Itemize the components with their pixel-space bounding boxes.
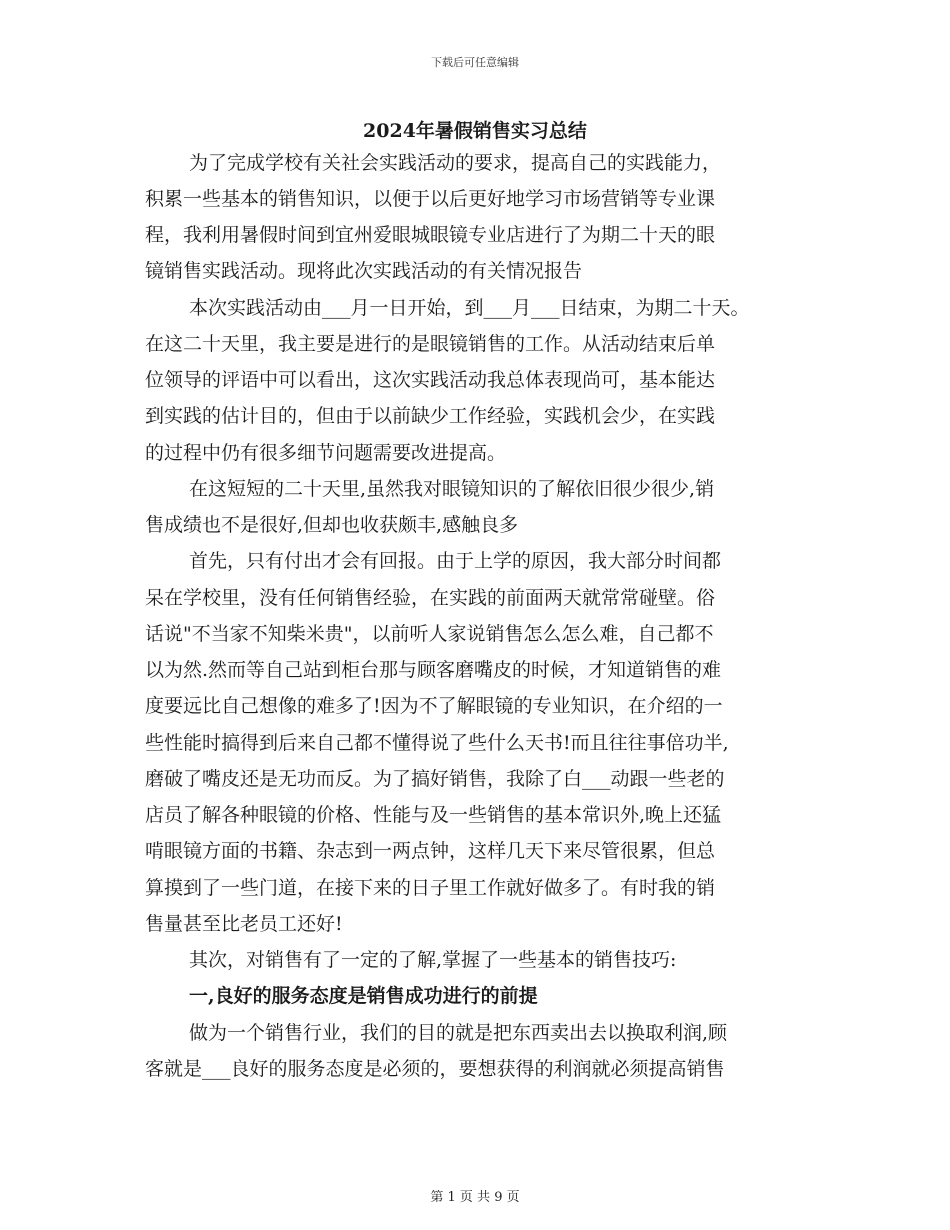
body-line: 的过程中仍有很多细节问题需要改进提高。	[145, 442, 507, 464]
body-line: 为了完成学校有关社会实践活动的要求，提高自己的实践能力，	[189, 152, 722, 174]
body-line: 客就是___良好的服务态度是必须的，要想获得的利润就必须提高销售	[145, 1058, 725, 1080]
document-title: 2024年暑假销售实习总结	[363, 120, 587, 142]
body-line: 到实践的估计目的，但由于以前缺少工作经验，实践机会少，在实践	[145, 405, 716, 427]
body-line: 程，我利用暑假时间到宜州爱眼城眼镜专业店进行了为期二十天的眼	[145, 224, 716, 246]
body-line: 算摸到了一些门道，在接下来的日子里工作就好做多了。有时我的销	[145, 877, 716, 899]
body-line: 售量甚至比老员工还好!	[145, 913, 343, 935]
body-line: 镜销售实践活动。现将此次实践活动的有关情况报告	[145, 260, 583, 282]
body-line: 啃眼镜方面的书籍、杂志到一两点钟，这样几天下来尽管很累，但总	[145, 840, 716, 862]
body-line: 做为一个销售行业，我们的目的就是把东西卖出去以换取利润,顾	[189, 1022, 728, 1044]
body-line: 位领导的评语中可以看出，这次实践活动我总体表现尚可，基本能达	[145, 369, 716, 391]
body-line: 话说"不当家不知柴米贵"，以前听人家说销售怎么怎么难，自己都不	[145, 623, 714, 645]
body-line: 积累一些基本的销售知识，以便于以后更好地学习市场营销等专业课	[145, 188, 716, 210]
body-line: 在这短短的二十天里,虽然我对眼镜知识的了解依旧很少很少,销	[189, 478, 715, 500]
body-line: 以为然.然而等自己站到柜台那与顾客磨嘴皮的时候，才知道销售的难	[145, 659, 722, 681]
body-line: 售成绩也不是很好,但却也收获颇丰,感触良多	[145, 514, 519, 536]
section-heading: 一,良好的服务态度是销售成功进行的前提	[189, 985, 538, 1007]
body-line: 呆在学校里，没有任何销售经验，在实践的前面两天就常常碰壁。俗	[145, 587, 716, 609]
body-line: 本次实践活动由___月一日开始，到___月___日结束，为期二十天。	[189, 297, 750, 319]
body-line: 在这二十天里，我主要是进行的是眼镜销售的工作。从活动结束后单	[145, 333, 716, 355]
body-line: 些性能时搞得到后来自己都不懂得说了些什么天书!而且往往事倍功半,	[145, 732, 729, 754]
body-line: 度要远比自己想像的难多了!因为不了解眼镜的专业知识，在介绍的一	[145, 695, 723, 717]
body-line: 首先，只有付出才会有回报。由于上学的原因，我大部分时间都	[189, 550, 722, 572]
body-line: 其次，对销售有了一定的了解,掌握了一些基本的销售技巧:	[189, 949, 677, 971]
body-line: 店员了解各种眼镜的价格、性能与及一些销售的基本常识外,晚上还猛	[145, 804, 722, 826]
header-note: 下载后可任意编辑	[431, 56, 519, 69]
body-line: 磨破了嘴皮还是无功而反。为了搞好销售，我除了白___动跟一些老的	[145, 768, 725, 790]
page-number: 第 1 页 共 9 页	[430, 1190, 520, 1205]
